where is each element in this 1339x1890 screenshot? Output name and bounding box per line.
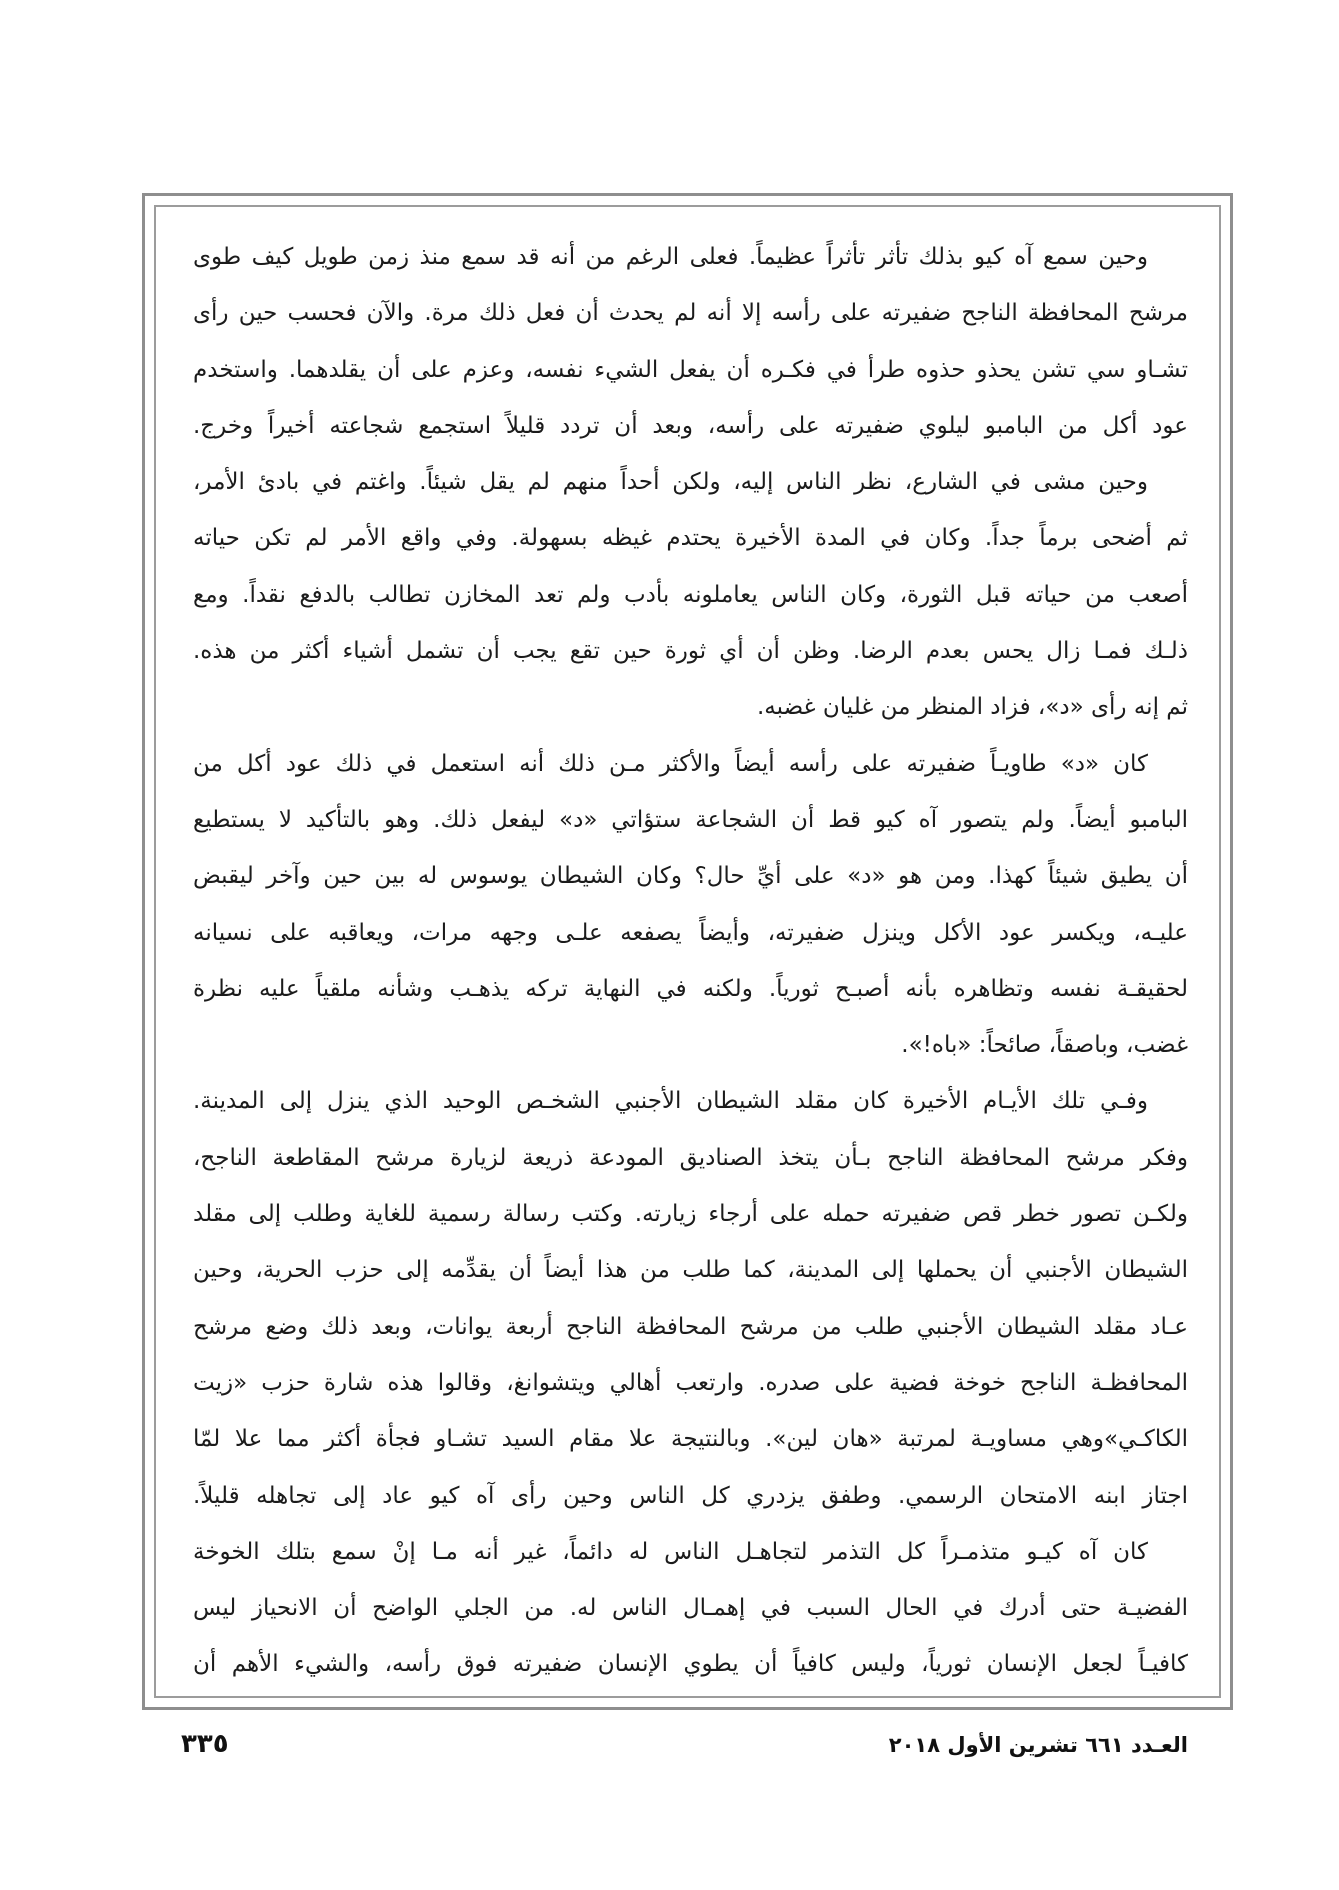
paragraph xyxy=(193,736,1188,1074)
text-line: المحافظـة الناجح خوخة فضية على صدره. وارتعب أهالي ويتشوانغ، وقالوا هذه شارة حزب «زيت xyxy=(193,1369,1188,1396)
text-line: عـاد مقلد الشيطان الأجنبي طلب من مرشح المحافظة الناجح أربعة يوانات، وبعد ذلك وضع مرشح xyxy=(193,1313,1188,1340)
page-number: ٣٣٥ xyxy=(181,1729,229,1759)
text-line: وفكر مرشح المحافظة الناجح بـأن يتخذ الصناديق المودعة ذريعة لزيارة مرشح المقاطعة الناجح، xyxy=(193,1144,1188,1171)
text-line: ولكـن تصور خطر قص ضفيرته حمله على أرجاء زيارته. وكتب رسالة رسمية للغاية وطلب إلى مقلد xyxy=(193,1201,1188,1228)
text-line: وفـي تلك الأيـام الأخيرة كان مقلد الشيطان الأجنبي الشخـص الوحيد الذي ينزل إلى المدينة. xyxy=(193,1088,1148,1115)
text-line: لحقيقـة نفسه وتظاهره بأنه أصبـح ثورياً. ولكنه في النهاية تركه يذهـب وشأنه ملقياً عليه نظرة xyxy=(193,975,1188,1002)
paragraph xyxy=(193,229,1188,454)
text-line: أن يطيق شيئاً كهذا. ومن هو «د» على أيِّ حال؟ وكان الشيطان يوسوس له بين حين وآخر ليقبض xyxy=(193,863,1188,890)
text-line: كافيـاً لجعل الإنسان ثورياً، وليس كافياً أن يطوي الإنسان ضفيرته فوق رأسه، والشيء الأهم أن xyxy=(193,1651,1188,1678)
text-line: كان آه كيـو متذمـراً كل التذمر لتجاهـل الناس له دائماً، غير أنه مـا إنْ سمع بتلك الخوخة xyxy=(193,1538,1148,1565)
text-line: أصعب من حياته قبل الثورة، وكان الناس يعاملونه بأدب ولم تعد المخازن تطالب بالدفع نقداً. ومع xyxy=(193,581,1188,608)
text-line: مرشح المحافظة الناجح ضفيرته على رأسه إلا أنه لم يحدث أن فعل ذلك مرة. والآن فحسب حين رأى xyxy=(193,300,1188,327)
text-line: وحين مشى في الشارع، نظر الناس إليه، ولكن أحداً منهم لم يقل شيئاً. واغتم في بادئ الأمر، xyxy=(193,469,1148,496)
paragraph xyxy=(193,1524,1188,1693)
text-line: عليـه، ويكسر عود الأكل وينزل ضفيرته، وأيضاً يصفعه علـى وجهه مرات، ويعاقبه على نسيانه xyxy=(193,919,1188,946)
article-body xyxy=(193,229,1188,1693)
text-line: الشيطان الأجنبي أن يحملها إلى المدينة، كما طلب من هذا أيضاً أن يقدِّمه إلى حزب الحرية، وحين xyxy=(193,1257,1188,1284)
text-line: الكاكـي»وهي مساويـة لمرتبة «هان لين». وبالنتيجة علا مقام السيد تشـاو فجأة أكثر مما علا لمّا xyxy=(193,1426,1188,1453)
text-line: ثم أضحى برماً جداً. وكان في المدة الأخيرة يحتدم غيظه بسهولة. وفي واقع الأمر لم تكن حياته xyxy=(193,525,1188,552)
text-line: الفضيـة حتى أدرك في الحال السبب في إهمـال الناس له. من الجلي الواضح أن الانحياز ليس xyxy=(193,1595,1188,1622)
paragraph xyxy=(193,1073,1188,1523)
footer-issue-label: العـدد ٦٦١ تشرين الأول ٢٠١٨ xyxy=(888,1733,1188,1757)
text-line: وحين سمع آه كيو بذلك تأثر تأثراً عظيماً. فعلى الرغم من أنه قد سمع منذ زمن طويل كيف طوى xyxy=(193,244,1148,270)
text-line: البامبو أيضاً. ولم يتصور آه كيو قط أن الشجاعة ستؤاتي «د» ليفعل ذلك. وهو بالتأكيد لا يستطيع xyxy=(193,806,1188,833)
paragraph xyxy=(193,454,1188,735)
text-line: ثم إنه رأى «د»، فزاد المنظر من غليان غضبه. xyxy=(756,694,1188,721)
text-line: عود أكل من البامبو ليلوي ضفيرته على رأسه، وبعد أن تردد قليلاً استجمع شجاعته أخيراً وخرج. xyxy=(193,412,1188,439)
text-line: ذلـك فمـا زال يحس بعدم الرضا. وظن أن أي ثورة حين تقع يجب أن تشمل أشياء أكثر من هذه. xyxy=(193,638,1188,665)
text-line: اجتاز ابنه الامتحان الرسمي. وطفق يزدري كل الناس وحين رأى آه كيو عاد إلى تجاهله قليلاً. xyxy=(193,1482,1188,1509)
text-line: كان «د» طاويـاً ضفيرته على رأسه أيضاً والأكثر مـن ذلك أنه استعمل في ذلك عود أكل من xyxy=(193,750,1148,777)
text-line: تشـاو سي تشن يحذو حذوه طرأ في فكـره أن يفعل الشيء نفسه، وعزم على أن يقلدهما. واستخدم xyxy=(193,356,1188,383)
text-line: غضب، وباصقاً، صائحاً: «باه!». xyxy=(901,1032,1188,1059)
